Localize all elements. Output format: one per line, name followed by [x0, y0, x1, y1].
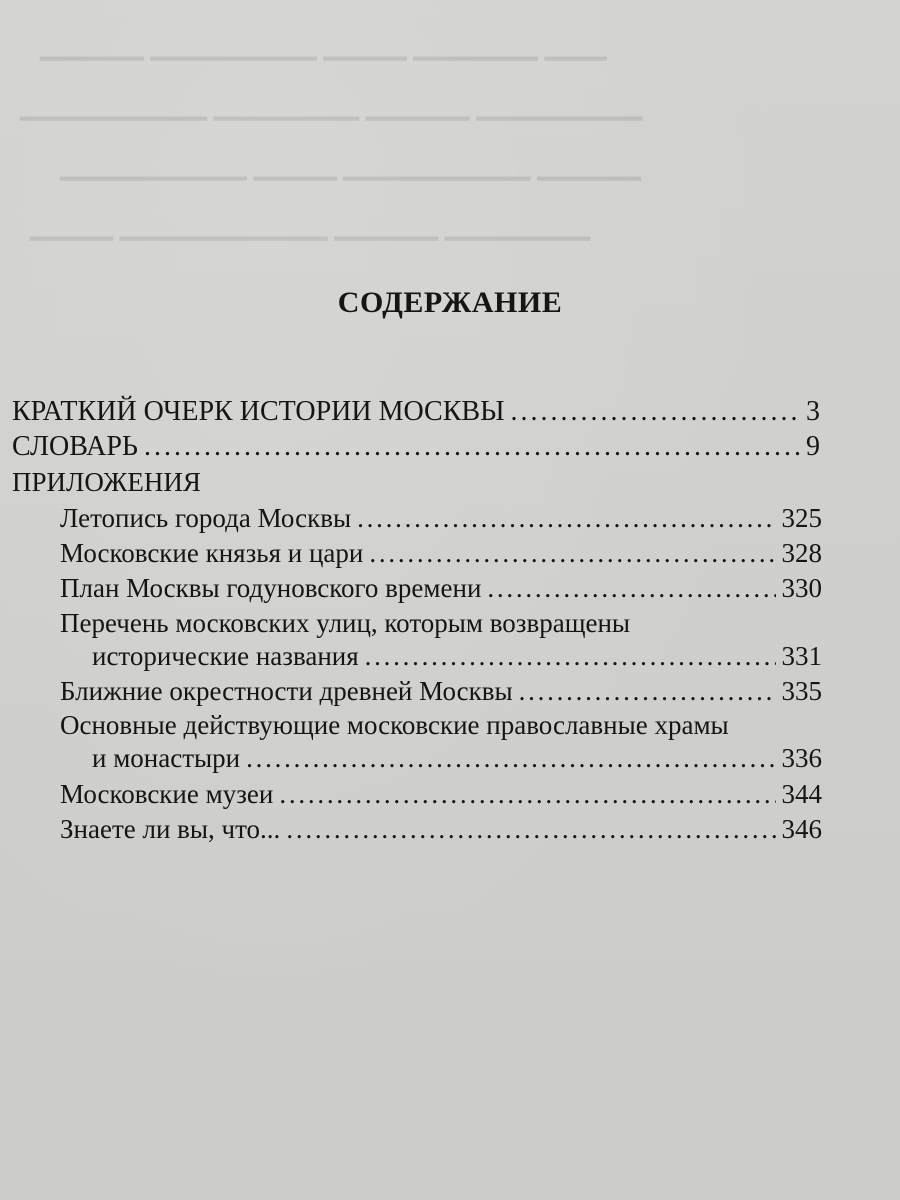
- toc-entry-label: КРАТКИЙ ОЧЕРК ИСТОРИИ МОСКВЫ: [12, 396, 505, 427]
- toc-entry-page: 344: [781, 779, 822, 809]
- toc-entry-museums[interactable]: [60, 779, 822, 809]
- toc-entry-label: исторические названия: [92, 641, 359, 671]
- toc-entry-dictionary[interactable]: [12, 432, 820, 462]
- toc-leader-dots: [286, 814, 775, 844]
- toc-entry-chronicle[interactable]: [60, 503, 822, 533]
- toc-entry-page: 328: [781, 538, 822, 568]
- toc-entry-page: 9: [806, 431, 820, 462]
- toc-leader-dots: [369, 538, 775, 568]
- bleed-through-text: ▁▁▁▁▁ ▁▁▁▁▁▁▁▁▁ ▁▁▁▁ ▁▁▁▁▁▁▁▁▁: [60, 150, 641, 180]
- toc-entry-did-you-know[interactable]: [60, 814, 822, 844]
- toc-entry-appendices: ПРИЛОЖЕНИЯ: [12, 467, 201, 497]
- toc-entry-streets[interactable]: [92, 641, 822, 671]
- toc-leader-dots: [487, 573, 775, 603]
- toc-entry-princes-tsars[interactable]: [60, 538, 822, 568]
- toc-entry-streets-line1[interactable]: Перечень московских улиц, которым возвращены: [60, 608, 631, 638]
- toc-entry-page: 330: [781, 573, 822, 603]
- toc-leader-dots: [365, 641, 776, 671]
- bleed-through-text: ▁▁▁▁▁▁▁ ▁▁▁▁▁ ▁▁▁▁▁▁▁▁▁▁ ▁▁▁▁: [30, 210, 591, 240]
- toc-leader-dots: [246, 743, 775, 773]
- bleed-through-text: ▁▁▁▁▁▁▁▁ ▁▁▁▁▁ ▁▁▁▁▁▁▁ ▁▁▁▁▁▁▁▁▁: [20, 90, 643, 120]
- toc-leader-dots: [511, 397, 801, 427]
- toc-entry-history[interactable]: [12, 397, 820, 427]
- toc-entry-page: 3: [806, 396, 820, 427]
- toc-entry-label: Знаете ли вы, что...: [60, 814, 281, 844]
- page-title: СОДЕРЖАНИЕ: [337, 286, 563, 319]
- toc-entry-page: 336: [781, 743, 822, 773]
- toc-entry-page: 331: [781, 641, 822, 671]
- toc-entry-page: 335: [781, 676, 822, 706]
- toc-entry-churches[interactable]: [92, 743, 822, 773]
- bleed-through-text: ▁▁▁ ▁▁▁▁▁▁ ▁▁▁▁ ▁▁▁▁▁▁▁▁ ▁▁▁▁▁: [40, 30, 607, 60]
- toc-leader-dots: [357, 503, 775, 533]
- toc-entry-label: и монастыри: [92, 743, 241, 773]
- toc-entry-label: СЛОВАРЬ: [12, 431, 138, 462]
- toc-entry-churches-line1[interactable]: Основные действующие московские православные храмы: [60, 710, 729, 740]
- toc-entry-label: Московские музеи: [60, 779, 274, 809]
- toc-entry-label: Летопись города Москвы: [60, 503, 352, 533]
- toc-entry-page: 346: [781, 814, 822, 844]
- toc-leader-dots: [279, 779, 775, 809]
- toc-entry-label: Московские князья и цари: [60, 538, 364, 568]
- toc-entry-label: План Москвы годуновского времени: [60, 573, 482, 603]
- toc-entry-label: Ближние окрестности древней Москвы: [60, 676, 513, 706]
- toc-entry-page: 325: [781, 503, 822, 533]
- toc-entry-godunov-plan[interactable]: [60, 573, 822, 603]
- toc-entry-surroundings[interactable]: [60, 676, 822, 706]
- toc-leader-dots: [519, 676, 776, 706]
- toc-leader-dots: [144, 432, 800, 462]
